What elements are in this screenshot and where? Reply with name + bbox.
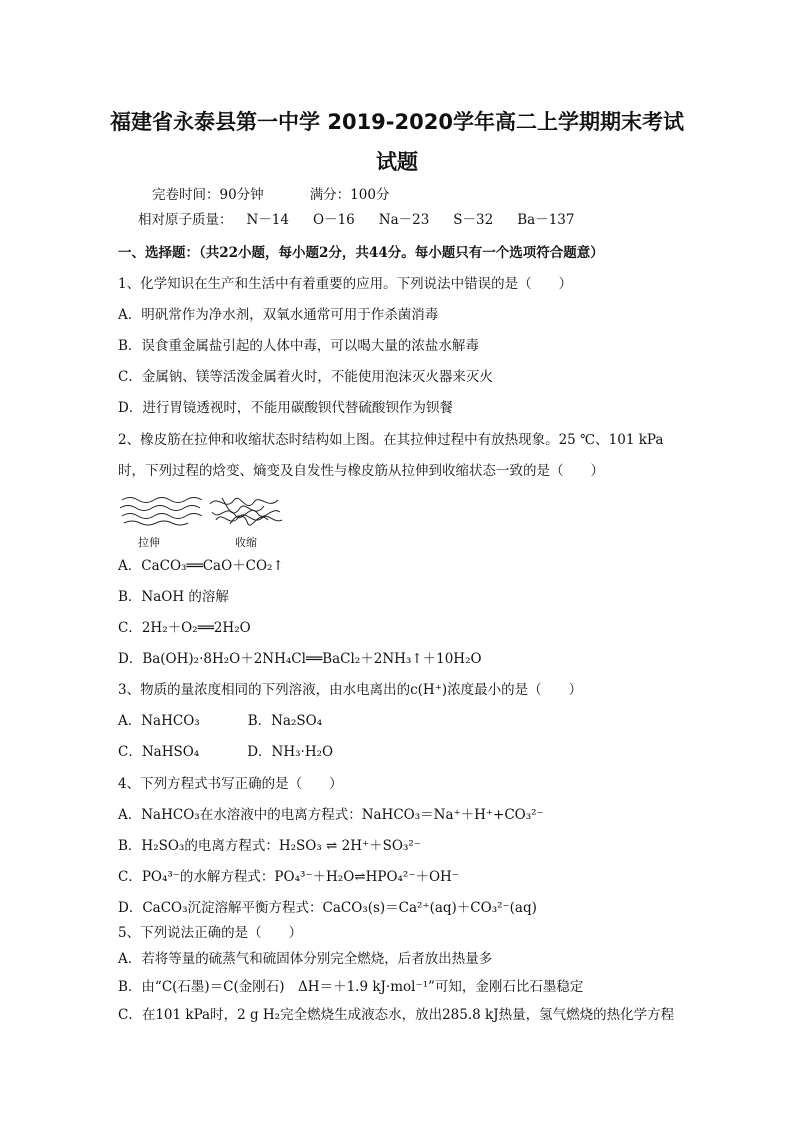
q1-option-a: A．明矾常作为净水剂，双氧水通常可用于作杀菌消毒	[118, 307, 439, 323]
atomic-mass-na: Na－23	[378, 212, 430, 228]
page-title: 福建省永泰县第一中学 2019-2020学年高二上学期期末考试	[110, 110, 684, 134]
q4-option-c: C．PO₄³⁻的水解方程式：PO₄³⁻＋H₂O⇌HPO₄²⁻＋OH⁻	[118, 869, 459, 885]
figure-label-contract: 收缩	[235, 536, 257, 549]
exam-score: 满分：100分	[309, 187, 390, 203]
section-heading: 一、选择题：（共22小题，每小题2分，共44分。每小题只有一个选项符合题意）	[118, 245, 604, 261]
q5-option-c: C．在101 kPa时，2 g H₂完全燃烧生成液态水，放出285.8 kJ热量，氢气燃烧的热化学方程	[118, 1007, 675, 1023]
q3-option-b: B．Na₂SO₄	[247, 713, 323, 729]
q4-stem: 4、下列方程式书写正确的是（ ）	[118, 776, 343, 792]
q1-stem: 1、化学知识在生产和生活中有着重要的应用。下列说法中错误的是（ ）	[118, 276, 573, 292]
q5-option-b: B．由“C(石墨)＝C(金刚石) ΔH＝＋1.9 kJ·mol⁻¹”可知，金刚石比石墨稳定	[118, 979, 584, 995]
q3-option-c: C．NaHSO₄	[118, 744, 200, 760]
atomic-mass-label: 相对原子质量：	[138, 212, 233, 228]
contracted-chains-figure	[210, 498, 282, 525]
q4-option-a: A．NaHCO₃在水溶液中的电离方程式：NaHCO₃＝Na⁺＋H⁺+CO₃²⁻	[118, 807, 544, 823]
q3-stem: 3、物质的量浓度相同的下列溶液，由水电离出的c(H⁺)浓度最小的是（ ）	[118, 682, 583, 698]
q3-option-a: A．NaHCO₃	[118, 713, 200, 729]
q2-option-d: D．Ba(OH)₂·8H₂O＋2NH₄Cl══BaCl₂＋2NH₃↑＋10H₂O	[118, 651, 482, 667]
q5-option-a: A．若将等量的硫蒸气和硫固体分别完全燃烧，后者放出热量多	[118, 951, 493, 967]
q3-option-d: D．NH₃·H₂O	[247, 744, 334, 760]
exam-time-score	[152, 186, 389, 204]
q3-options-cd	[118, 743, 333, 761]
exam-time: 完卷时间：90分钟	[152, 187, 264, 203]
q3-options-ab	[118, 712, 322, 730]
atomic-mass-s: S－32	[453, 212, 494, 228]
atomic-mass-n: N－14	[246, 212, 289, 228]
rubber-band-figure	[118, 490, 288, 532]
q1-option-b: B．误食重金属盐引起的人体中毒，可以喝大量的浓盐水解毒	[118, 338, 479, 354]
q4-option-b: B．H₂SO₃的电离方程式：H₂SO₃ ⇌ 2H⁺＋SO₃²⁻	[118, 838, 421, 854]
q2-option-c: C．2H₂＋O₂══2H₂O	[118, 620, 251, 636]
atomic-mass-o: O－16	[313, 212, 355, 228]
q4-option-d: D．CaCO₃沉淀溶解平衡方程式：CaCO₃(s)＝Ca²⁺(aq)＋CO₃²⁻(aq)	[118, 900, 537, 916]
stretched-chains-figure	[120, 498, 202, 526]
atomic-masses	[138, 211, 574, 229]
atomic-mass-ba: Ba－137	[517, 212, 575, 228]
figure-label-stretch: 拉伸	[138, 536, 160, 549]
page-title-line2: 试题	[376, 150, 418, 174]
q2-option-a: A．CaCO₃══CaO＋CO₂↑	[118, 558, 284, 574]
q5-stem: 5、下列说法正确的是（ ）	[118, 925, 303, 941]
q1-option-c: C．金属钠、镁等活泼金属着火时，不能使用泡沫灭火器来灭火	[118, 369, 493, 385]
q1-option-d: D．进行胃镜透视时，不能用碳酸钡代替硫酸钡作为钡餐	[118, 400, 453, 416]
q2-stem-line1: 2、橡皮筋在拉伸和收缩状态时结构如上图。在其拉伸过程中有放热现象。25 ℃、101 kPa	[118, 432, 664, 448]
q2-stem-line2: 时，下列过程的焓变、熵变及自发性与橡皮筋从拉伸到收缩状态一致的是（ ）	[118, 463, 604, 479]
q2-option-b: B．NaOH 的溶解	[118, 589, 229, 605]
